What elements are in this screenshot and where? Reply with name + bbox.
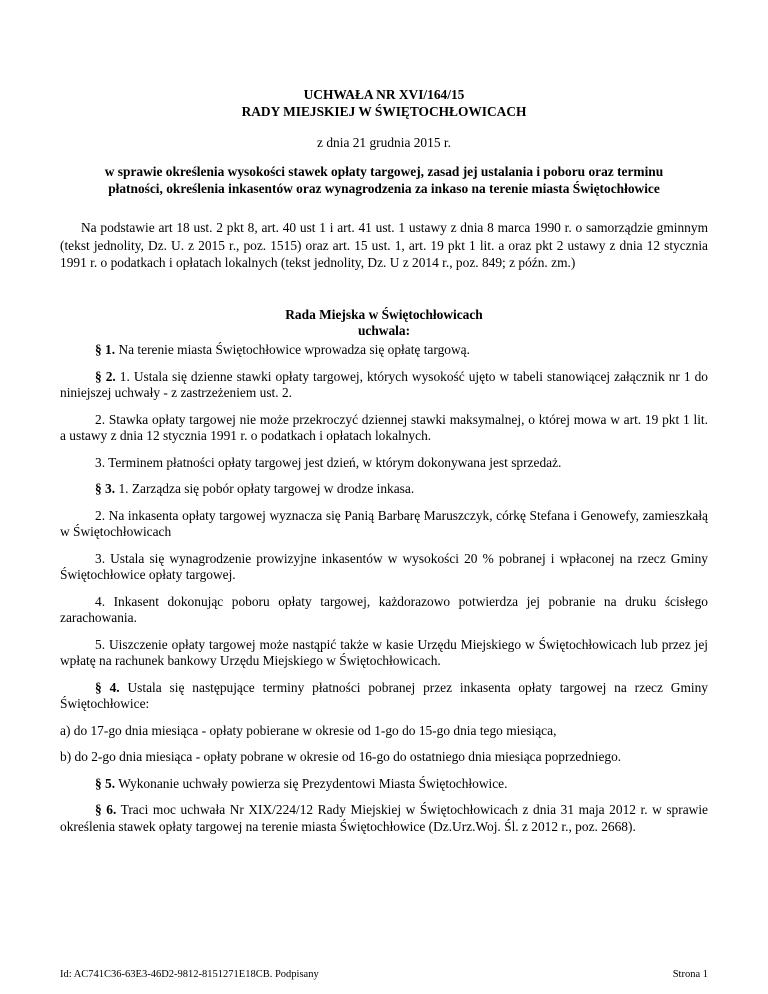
subject-line-2: płatności, określenia inkasentów oraz wynagrodzenia za inkaso na terenie miasta Świętochłowice (108, 181, 660, 196)
resolution-paragraph (60, 369, 708, 402)
paragraph-text: Na terenie miasta Świętochłowice wprowadza się opłatę targową. (115, 342, 470, 357)
section-mark: § 2. (95, 368, 116, 384)
paragraph-text: Traci moc uchwała Nr XIX/224/12 Rady Miejskiej w Świętochłowicach z dnia 31 maja 2012 r. w sprawie określenia stawek opłaty targowej na terenie miasta Świętochłowice (Dz.Urz.Woj. Śl. z 2012 r., poz. 2668). (60, 802, 708, 834)
council-heading (60, 307, 708, 339)
title-line-2: RADY MIEJSKIEJ W ŚWIĘTOCHŁOWICACH (241, 104, 527, 119)
section-mark: § 1. (95, 342, 116, 357)
paragraph-text: 2. Na inkasenta opłaty targowej wyznacza się Panią Barbarę Maruszczyk, córkę Stefana i Genowefy, zamieszkałą w Świętochłowicach (60, 507, 708, 539)
paragraph-text: 1. Zarządza się pobór opłaty targowej w drodze inkasa. (115, 481, 415, 496)
resolution-paragraph (60, 749, 708, 766)
resolution-paragraph (60, 551, 708, 584)
paragraph-text: Wykonanie uchwały powierza się Prezydentowi Miasta Świętochłowice. (115, 775, 508, 791)
section-mark: § 4. (95, 679, 120, 695)
paragraph-text: a) do 17-go dnia miesiąca - opłaty pobierane w okresie od 1-go do 15-go dnia tego miesiąca, (60, 722, 557, 738)
footer-document-id: Id: AC741C36-63E3-46D2-9812-8151271E18CB. Podpisany (60, 969, 319, 980)
paragraph-text: Ustala się następujące terminy płatności pobranej przez inkasenta opłaty targowej na rzecz Gminy Świętochłowice: (60, 679, 708, 711)
resolution-paragraph (60, 680, 708, 713)
resolution-paragraph (60, 481, 708, 498)
paragraph-text: 3. Ustala się wynagrodzenie prowizyjne inkasentów w wysokości 20 % pobranej i wpłaconej na rzecz Gminy Świętochłowice opłaty targowej. (60, 550, 708, 582)
section-mark: § 5. (95, 775, 116, 791)
resolution-paragraph (60, 723, 708, 740)
resolution-paragraph (60, 342, 708, 359)
resolution-paragraph (60, 594, 708, 627)
section-mark: § 6. (95, 802, 117, 817)
resolution-paragraph (60, 776, 708, 793)
footer-page-number: Strona 1 (672, 969, 708, 980)
paragraph-text: 5. Uiszczenie opłaty targowej może nastąpić także w kasie Urzędu Miejskiego w Świętochłowicach lub przez jej wpłatę na rachunek bankowy Urzędu Miejskiego w Świętochłowicach. (60, 636, 708, 668)
resolution-body (60, 342, 708, 845)
document-date: z dnia 21 grudnia 2015 r. (317, 135, 451, 150)
resolution-paragraph (60, 412, 708, 445)
subject-line-1: w sprawie określenia wysokości stawek opłaty targowej, zasad jej ustalania i poboru oraz terminu (104, 164, 664, 179)
title-line-1: UCHWAŁA NR XVI/164/15 (303, 87, 465, 102)
resolution-paragraph (60, 508, 708, 541)
paragraph-text: 4. Inkasent dokonując poboru opłaty targowej, każdorazowo potwierdza jej pobranie na druku ścisłego zarachowania. (60, 593, 708, 625)
council-resolves: uchwala: (357, 323, 411, 338)
paragraph-text: 3. Terminem płatności opłaty targowej jest dzień, w którym dokonywana jest sprzedaż. (95, 454, 562, 470)
council-name: Rada Miejska w Świętochłowicach (285, 307, 483, 322)
section-mark: § 3. (95, 481, 116, 496)
resolution-paragraph (60, 455, 708, 472)
document-subject (60, 163, 708, 197)
paragraph-text: 1. Ustala się dzienne stawki opłaty targowej, których wysokość ujęto w tabeli stanowiącej załącznik nr 1 do niniejszej uchwały - z zastrzeżeniem ust. 2. (60, 368, 708, 400)
legal-basis-intro: Na podstawie art 18 ust. 2 pkt 8, art. 40 ust 1 i art. 41 ust. 1 ustawy z dnia 8 marca 1990 r. o samorządzie gminnym (tekst jednolity, Dz. U. z 2015 r., poz. 1515) oraz art. 15 ust. 1, art. 19 pkt 1 lit. a oraz pkt 2 ustawy z dnia 12 stycznia 1991 r. o podatkach i opłatach lokalnych (tekst jednolity, Dz. U z 2014 r., poz. 849; z późn. zm.) (60, 220, 708, 270)
document-title (60, 86, 708, 120)
paragraph-text: b) do 2-go dnia miesiąca - opłaty pobrane w okresie od 16-go do ostatniego dnia miesiąca poprzedniego. (60, 749, 622, 764)
resolution-paragraph (60, 802, 708, 835)
resolution-paragraph (60, 637, 708, 670)
paragraph-text: 2. Stawka opłaty targowej nie może przekroczyć dziennej stawki maksymalnej, o której mowa w art. 19 pkt 1 lit. a ustawy z dnia 12 stycznia 1991 r. o podatkach i opłatach lokalnych. (60, 411, 708, 443)
